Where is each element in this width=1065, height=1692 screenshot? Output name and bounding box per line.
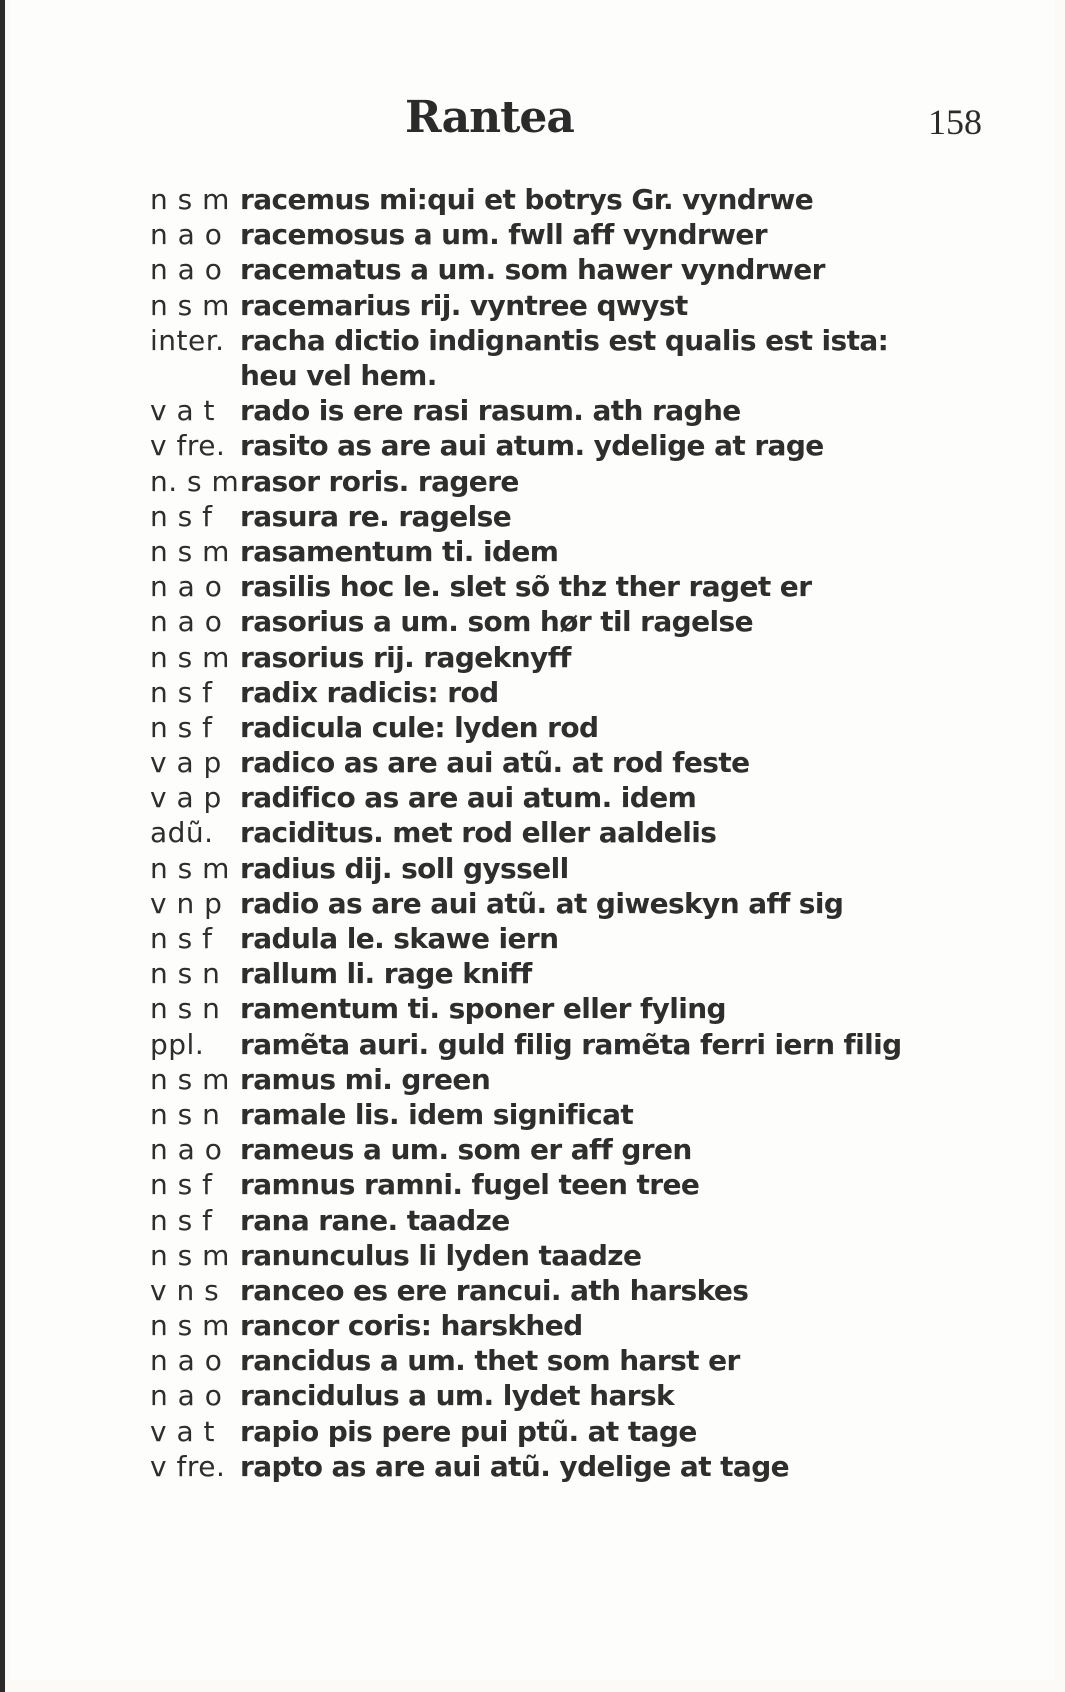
dictionary-entry bbox=[150, 921, 1050, 956]
dictionary-entry bbox=[150, 428, 1050, 463]
dictionary-entry bbox=[150, 464, 1050, 499]
dictionary-entry bbox=[150, 780, 1050, 815]
dictionary-entry bbox=[150, 569, 1050, 604]
entry-text: racematus a um. som hawer vyndrwer bbox=[240, 253, 825, 287]
grammar-code: n a o bbox=[150, 1133, 223, 1167]
entry-text: ramentum ti. sponer eller fyling bbox=[240, 992, 726, 1026]
grammar-code: n a o bbox=[150, 1379, 223, 1413]
entry-text: rasilis hoc le. slet sõ thz ther raget er bbox=[240, 570, 812, 604]
dictionary-entry bbox=[150, 534, 1050, 569]
entry-text: rancidus a um. thet som harst er bbox=[240, 1344, 740, 1378]
grammar-code: n s f bbox=[150, 922, 213, 956]
dictionary-entry bbox=[150, 1308, 1050, 1343]
dictionary-entry bbox=[150, 1273, 1050, 1308]
entry-text: rasito as are aui atum. ydelige at rage bbox=[240, 429, 824, 463]
grammar-code: inter. bbox=[150, 323, 225, 357]
grammar-code: v n p bbox=[150, 886, 223, 920]
dictionary-entry bbox=[150, 358, 1050, 393]
grammar-code: n s n bbox=[150, 957, 221, 991]
grammar-code: n s f bbox=[150, 710, 213, 744]
grammar-code: n s n bbox=[150, 992, 221, 1026]
entry-text: ramnus ramni. fugel teen tree bbox=[240, 1168, 700, 1202]
dictionary-entry bbox=[150, 675, 1050, 710]
grammar-code: v a t bbox=[150, 394, 216, 428]
grammar-code: n a o bbox=[150, 1344, 223, 1378]
grammar-code: v fre. bbox=[150, 1449, 226, 1483]
dictionary-entry bbox=[150, 604, 1050, 639]
grammar-code: n a o bbox=[150, 253, 223, 287]
dictionary-entry bbox=[150, 1167, 1050, 1202]
dictionary-entry bbox=[150, 1238, 1050, 1273]
entry-text: rapio pis pere pui ptũ. at tage bbox=[240, 1414, 697, 1448]
entry-text: rado is ere rasi rasum. ath raghe bbox=[240, 394, 741, 428]
entry-text: ramẽta auri. guld filig ramẽta ferri iern filig bbox=[240, 1027, 902, 1061]
dictionary-entries bbox=[150, 182, 1050, 1484]
dictionary-entry bbox=[150, 1202, 1050, 1237]
dictionary-entry bbox=[150, 745, 1050, 780]
dictionary-entry bbox=[150, 1378, 1050, 1413]
grammar-code: adũ. bbox=[150, 816, 214, 850]
entry-text: rana rane. taadze bbox=[240, 1203, 510, 1237]
entry-text: radico as are aui atũ. at rod feste bbox=[240, 746, 750, 780]
grammar-code: n s n bbox=[150, 1097, 221, 1131]
entry-text: ramus mi. green bbox=[240, 1062, 491, 1096]
entry-text: raciditus. met rod eller aaldelis bbox=[240, 816, 717, 850]
grammar-code: v a t bbox=[150, 1414, 216, 1448]
entry-text: ranunculus li lyden taadze bbox=[240, 1238, 642, 1272]
entry-text: racemosus a um. fwll aff vyndrwer bbox=[240, 218, 768, 252]
grammar-code: v a p bbox=[150, 781, 222, 815]
dictionary-entry bbox=[150, 710, 1050, 745]
dictionary-entry bbox=[150, 1132, 1050, 1167]
entry-text: rapto as are aui atũ. ydelige at tage bbox=[240, 1449, 790, 1483]
dictionary-entry bbox=[150, 288, 1050, 323]
grammar-code: n a o bbox=[150, 570, 223, 604]
grammar-code: n s m bbox=[150, 640, 230, 674]
entry-text: radio as are aui atũ. at giweskyn aff sig bbox=[240, 886, 844, 920]
dictionary-entry bbox=[150, 1062, 1050, 1097]
dictionary-entry bbox=[150, 499, 1050, 534]
grammar-code: n a o bbox=[150, 218, 223, 252]
dictionary-entry bbox=[150, 323, 1050, 358]
grammar-code: v n s bbox=[150, 1273, 220, 1307]
entry-text: rasorius a um. som hør til ragelse bbox=[240, 605, 753, 639]
entry-text: ranceo es ere rancui. ath harskes bbox=[240, 1273, 749, 1307]
page-number: 158 bbox=[928, 102, 982, 142]
entry-text: radifico as are aui atum. idem bbox=[240, 781, 697, 815]
grammar-code: n s f bbox=[150, 675, 213, 709]
dictionary-entry bbox=[150, 1097, 1050, 1132]
entry-text: racha dictio indignantis est qualis est ista: bbox=[240, 323, 889, 357]
entry-text: rallum li. rage kniff bbox=[240, 957, 532, 991]
entry-text: rasor roris. ragere bbox=[240, 464, 519, 498]
grammar-code: n s m bbox=[150, 1062, 230, 1096]
entry-text: rasura re. ragelse bbox=[240, 499, 512, 533]
entry-text: racemus mi:qui et botrys Gr. vyndrwe bbox=[240, 183, 814, 217]
entry-text: rameus a um. som er aff gren bbox=[240, 1133, 692, 1167]
entry-text: radicula cule: lyden rod bbox=[240, 710, 599, 744]
entry-text: radix radicis: rod bbox=[240, 675, 499, 709]
binding-edge bbox=[0, 0, 5, 1692]
dictionary-entry bbox=[150, 1414, 1050, 1449]
entry-text: radula le. skawe iern bbox=[240, 922, 559, 956]
grammar-code: n s m bbox=[150, 1309, 230, 1343]
dictionary-entry bbox=[150, 182, 1050, 217]
dictionary-entry bbox=[150, 639, 1050, 674]
grammar-code: n a o bbox=[150, 605, 223, 639]
entry-text: rasorius rij. rageknyff bbox=[240, 640, 571, 674]
entry-text: radius dij. soll gyssell bbox=[240, 851, 569, 885]
grammar-code: v a p bbox=[150, 746, 222, 780]
page-sheet bbox=[10, 0, 1055, 1680]
grammar-code: n. s m bbox=[150, 464, 240, 498]
entry-text: ramale lis. idem significat bbox=[240, 1097, 634, 1131]
dictionary-entry bbox=[150, 1027, 1050, 1062]
entry-text: rancidulus a um. lydet harsk bbox=[240, 1379, 675, 1413]
dictionary-entry bbox=[150, 1343, 1050, 1378]
grammar-code: n s m bbox=[150, 851, 230, 885]
grammar-code: n s f bbox=[150, 1203, 213, 1237]
grammar-code: n s m bbox=[150, 288, 230, 322]
grammar-code: n s m bbox=[150, 1238, 230, 1272]
dictionary-entry bbox=[150, 815, 1050, 850]
entry-text: rasamentum ti. idem bbox=[240, 534, 559, 568]
grammar-code: n s m bbox=[150, 534, 230, 568]
dictionary-entry bbox=[150, 956, 1050, 991]
entry-text: rancor coris: harskhed bbox=[240, 1309, 583, 1343]
grammar-code: n s f bbox=[150, 1168, 213, 1202]
grammar-code: n s m bbox=[150, 183, 230, 217]
grammar-code: ppl. bbox=[150, 1027, 205, 1061]
entry-text: racemarius rij. vyntree qwyst bbox=[240, 288, 688, 322]
dictionary-entry bbox=[150, 393, 1050, 428]
entry-text: heu vel hem. bbox=[240, 359, 437, 393]
dictionary-entry bbox=[150, 991, 1050, 1026]
dictionary-entry bbox=[150, 1449, 1050, 1484]
running-header: Rantea bbox=[405, 92, 574, 143]
dictionary-entry bbox=[150, 252, 1050, 287]
dictionary-entry bbox=[150, 851, 1050, 886]
dictionary-entry bbox=[150, 217, 1050, 252]
grammar-code: n s f bbox=[150, 499, 213, 533]
dictionary-entry bbox=[150, 886, 1050, 921]
grammar-code: v fre. bbox=[150, 429, 226, 463]
